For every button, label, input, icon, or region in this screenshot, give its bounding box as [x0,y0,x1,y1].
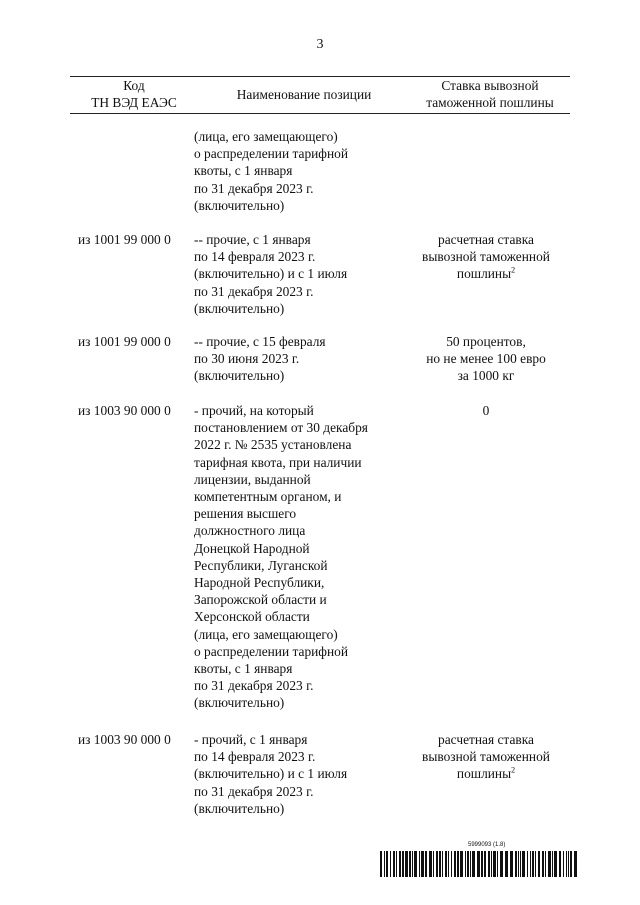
header-rate: Ставка вывозной таможенной пошлины [426,78,554,111]
row-name: -- прочие, с 15 февраля по 30 июня 2023 г. (включительно) [194,334,326,384]
row-code: из 1003 90 000 0 [78,732,171,747]
barcode-area [380,842,580,882]
row-rate: 50 процентов, но не менее 100 евро за 1000 кг [426,334,546,384]
row-rate: расчетная ставка вывозной таможенной пошлины$^2$ [422,732,550,782]
table-header-rule [70,113,570,114]
header-code: Код ТН ВЭД ЕАЭС [91,78,177,111]
barcode [380,851,580,877]
row-code: из 1003 90 000 0 [78,403,171,418]
row-code: из 1001 99 000 0 [78,334,171,349]
barcode-number: 5999093 (1.8) [468,842,506,848]
page-number: 3 [316,37,324,52]
row-code: из 1001 99 000 0 [78,232,171,247]
table-header [70,76,570,112]
row-name: - прочий, на который постановлением от 30 декабря 2022 г. № 2535 установлена тарифная квота, при наличии лицензии, выданной компетентным органом, и решения высшего должностного лица Донецкой Народной Республики, Луганской Народной Республики, Запорожской области и Херсонской области (лица, его замещающего) о распределении тарифной квоты, с 1 января по 31 декабря 2023 г. (включительно) [194,403,368,711]
header-name: Наименование позиции [236,87,372,102]
row-rate: 0 [482,403,490,418]
row-rate: расчетная ставка вывозной таможенной пошлины$^2$ [422,232,550,282]
row-name: - прочий, с 1 января по 14 февраля 2023 г. (включительно) и с 1 июля по 31 декабря 2023 г. (включительно) [194,732,348,816]
row-name: (лица, его замещающего) о распределении тарифной квоты, с 1 января по 31 декабря 2023 г. (включительно) [194,129,349,213]
row-name: -- прочие, с 1 января по 14 февраля 2023 г. (включительно) и с 1 июля по 31 декабря 2023 г. (включительно) [194,232,348,316]
